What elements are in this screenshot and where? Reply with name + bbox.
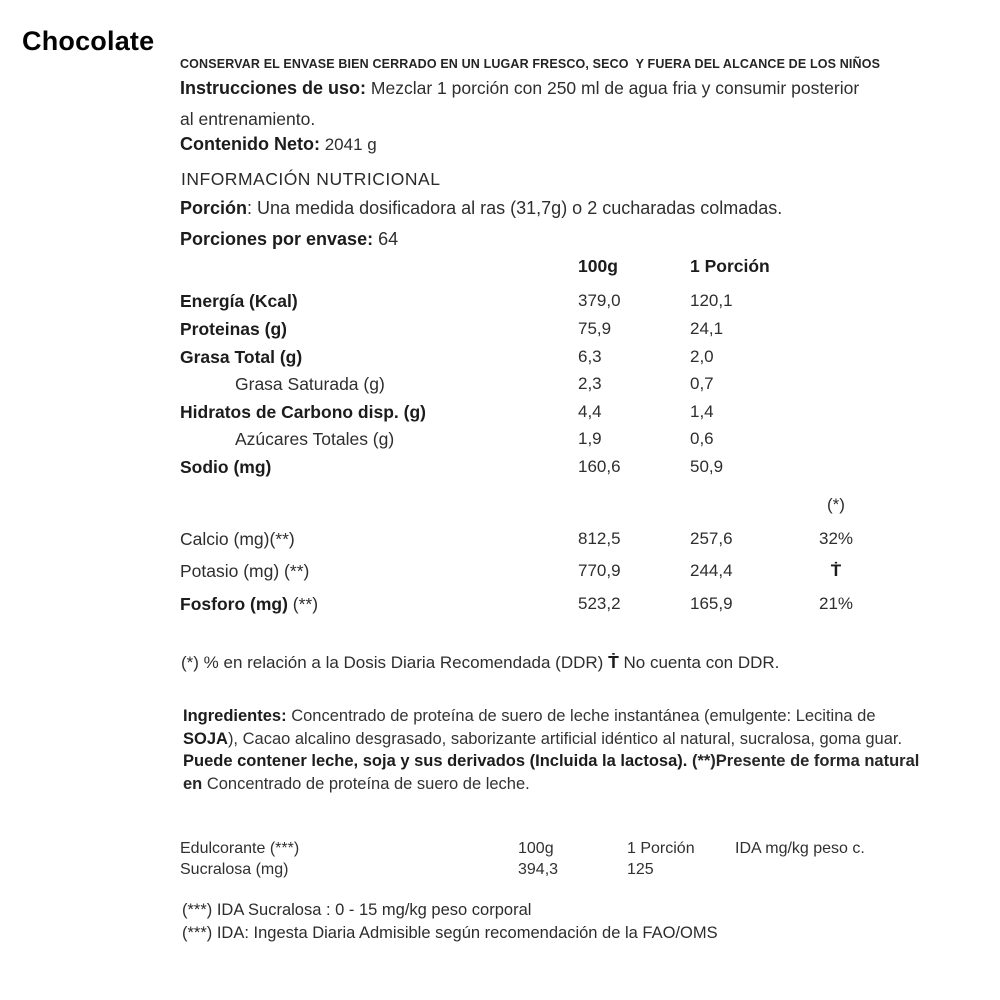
- table-row-hidratos-carbono: [180, 402, 924, 423]
- sweetener-header-100g: 100g: [518, 840, 554, 857]
- col-spacer: [690, 495, 808, 515]
- col-header-serving: 1 Porción: [690, 256, 770, 276]
- ida-sucralosa-footnote: (***) IDA Sucralosa : 0 - 15 mg/kg peso corporal: [182, 901, 532, 919]
- row-label-suffix: (**): [287, 594, 319, 614]
- row-value-100g: 812,5: [578, 529, 621, 548]
- flavor-title: Chocolate: [22, 26, 155, 56]
- ingredients-paragraph: [183, 705, 930, 795]
- table-row-energia: [180, 291, 924, 312]
- usage-instructions-line1: [180, 78, 859, 99]
- row-label: Energía (Kcal): [180, 291, 298, 311]
- row-value-serving: 244,4: [690, 561, 733, 580]
- net-content-line: [180, 134, 377, 155]
- nutrition-table-header: [180, 256, 924, 277]
- table-row-calcio: [180, 529, 924, 550]
- row-value-ddr: [808, 291, 864, 312]
- row-value-100g: 75,9: [578, 319, 612, 338]
- row-value-ddr: [808, 347, 864, 368]
- row-label: Hidratos de Carbono disp. (g): [180, 402, 426, 422]
- usage-instructions-text: Mezclar 1 porción con 250 ml de agua fria y consumir posterior: [366, 78, 860, 98]
- row-value-100g: 770,9: [578, 561, 621, 580]
- servings-per-container-value: 64: [373, 229, 399, 249]
- table-row-grasa-total: [180, 347, 924, 368]
- nutrition-section-title: INFORMACIÓN NUTRICIONAL: [181, 169, 441, 189]
- ingredients-part3: Concentrado de proteína de suero de leche.: [206, 774, 530, 793]
- row-value-serving: 50,9: [690, 457, 724, 476]
- row-label: Potasio (mg) (**): [180, 561, 310, 581]
- ingredients-soja: SOJA: [183, 729, 228, 748]
- row-label: Sucralosa (mg): [180, 861, 289, 878]
- col-spacer: [180, 256, 578, 277]
- ddr-footnote: [181, 652, 779, 673]
- usage-instructions-label: Instrucciones de uso:: [180, 78, 367, 98]
- row-value-serving: 0,6: [690, 429, 714, 448]
- row-value-100g: 6,3: [578, 347, 602, 366]
- row-value-serving: 0,7: [690, 374, 714, 393]
- row-value-100g: 1,9: [578, 429, 602, 448]
- row-label-bold: Fosforo (mg): [180, 594, 288, 614]
- table-row-proteinas: [180, 319, 924, 340]
- sweetener-header-ida: IDA mg/kg peso c.: [735, 840, 865, 857]
- row-label: Proteinas (g): [180, 319, 287, 339]
- row-value-100g: 394,3: [518, 861, 559, 878]
- row-value-100g: 523,2: [578, 594, 621, 613]
- sweetener-table-header: [180, 840, 930, 858]
- net-content-value: 2041 g: [319, 135, 377, 154]
- row-value-100g: 2,3: [578, 374, 602, 393]
- sweetener-header-label: Edulcorante (***): [180, 840, 300, 857]
- row-value-ida: [735, 861, 930, 879]
- row-value-ddr-no-ddr-symbol: Ṫ: [830, 561, 842, 580]
- col-header-ddr: (*): [827, 495, 845, 514]
- servings-per-container-line: [180, 229, 398, 250]
- sweetener-header-serving: 1 Porción: [627, 840, 695, 857]
- col-header-100g: 100g: [578, 256, 618, 276]
- allergen-warning: Puede contener leche, soja y sus derivados (Incluida la lactosa).: [183, 752, 688, 771]
- table-row-azucares-totales: [180, 429, 924, 450]
- row-value-ddr: [808, 429, 864, 450]
- row-value-ddr: 21%: [818, 594, 854, 613]
- row-value-100g: 160,6: [578, 457, 621, 476]
- table-row-grasa-saturada: [180, 374, 924, 395]
- row-value-serving: 120,1: [690, 291, 733, 310]
- ingredients-label: Ingredientes:: [183, 707, 287, 725]
- row-value-100g: 379,0: [578, 291, 621, 310]
- col-spacer: [180, 495, 578, 515]
- row-label: Sodio (mg): [180, 457, 272, 477]
- serving-size-label: Porción: [180, 198, 248, 218]
- ddr-footnote-prefix: (*) % en relación a la Dosis Diaria Recomendada (DDR): [181, 653, 609, 672]
- ingredients-part1: Concentrado de proteína de suero de leche instantánea (emulgente: Lecitina de: [286, 707, 876, 725]
- row-label: Grasa Total (g): [180, 347, 303, 367]
- table-row-sodio: [180, 457, 924, 478]
- row-value-100g: 4,4: [578, 402, 602, 421]
- ingredients-part2: ), Cacao alcalino desgrasado, saborizante artificial idéntico al natural, sucralosa, goma guar.: [227, 729, 903, 748]
- row-value-serving: 1,4: [690, 402, 714, 421]
- usage-instructions-line2: al entrenamiento.: [180, 109, 316, 129]
- row-value-ddr: [808, 402, 864, 423]
- serving-size-line: [180, 198, 782, 219]
- row-value-serving: 125: [627, 861, 654, 878]
- ddr-footnote-suffix: No cuenta con DDR.: [618, 653, 780, 672]
- no-ddr-symbol: Ṫ: [608, 652, 619, 672]
- col-spacer: [578, 495, 690, 515]
- ida-definition-footnote: (***) IDA: Ingesta Diaria Admisible según recomendación de la FAO/OMS: [182, 924, 718, 942]
- row-label: Grasa Saturada (g): [235, 374, 385, 394]
- natural-presence-note: (**)Presente de forma natural en: [183, 752, 920, 793]
- row-value-serving: 257,6: [690, 529, 733, 548]
- net-content-label: Contenido Neto:: [180, 134, 320, 154]
- row-value-ddr: 32%: [818, 529, 854, 548]
- storage-notice: CONSERVAR EL ENVASE BIEN CERRADO EN UN LUGAR FRESCO, SECO Y FUERA DEL ALCANCE DE LOS NIÑOS: [180, 57, 881, 71]
- row-value-ddr: [808, 319, 864, 340]
- row-value-ddr: [808, 374, 864, 395]
- row-label: [180, 594, 578, 615]
- row-value-serving: 165,9: [690, 594, 733, 613]
- table-row-fosforo: [180, 594, 924, 615]
- row-value-serving: 24,1: [690, 319, 724, 338]
- row-value-ddr: [808, 457, 864, 478]
- row-label: Calcio (mg)(**): [180, 529, 295, 549]
- row-label: Azúcares Totales (g): [235, 429, 395, 449]
- table-row-potasio: [180, 561, 924, 582]
- col-spacer: [808, 256, 864, 277]
- serving-size-desc: : Una medida dosificadora al ras (31,7g) o 2 cucharadas colmadas.: [247, 198, 783, 218]
- row-value-serving: 2,0: [690, 347, 714, 366]
- servings-per-container-label: Porciones por envase:: [180, 229, 374, 249]
- ddr-column-header-row: [180, 495, 924, 515]
- sweetener-row-sucralosa: [180, 861, 930, 879]
